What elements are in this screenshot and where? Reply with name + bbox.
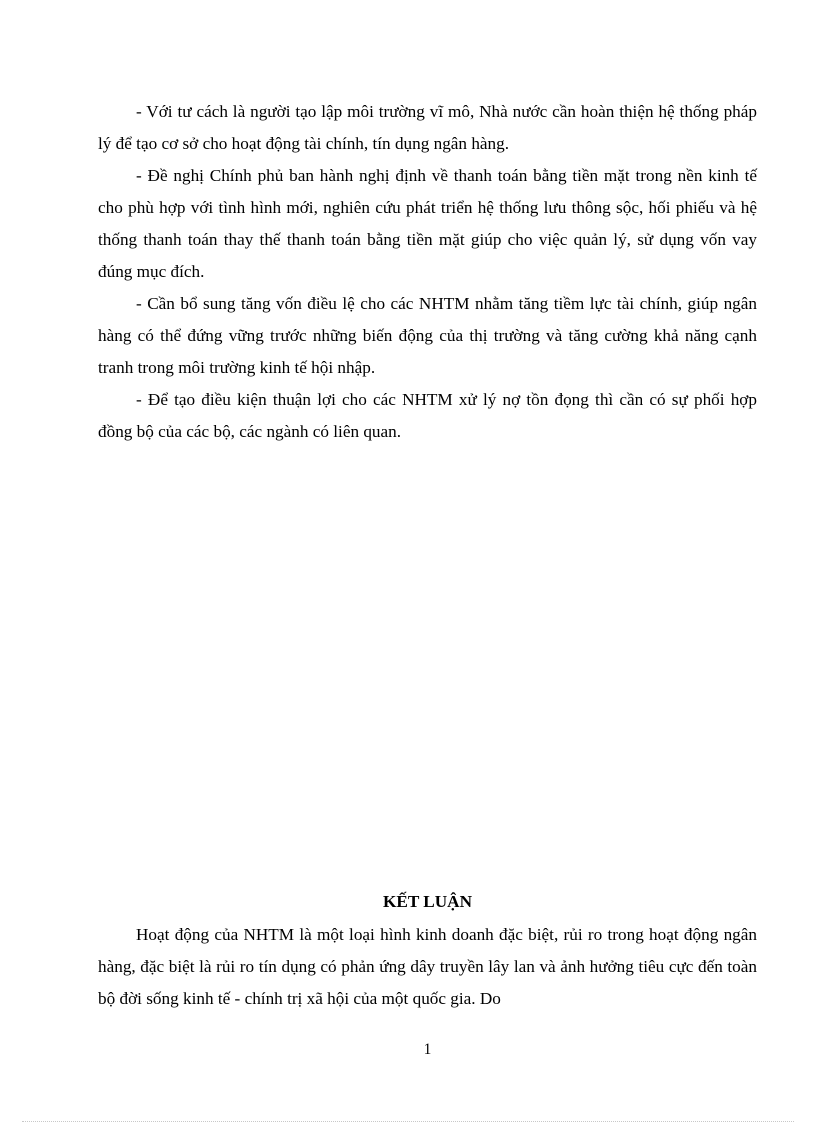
paragraph-bad-debt-coordination: - Để tạo điều kiện thuận lợi cho các NHTM xử lý nợ tồn đọng thì cần có sự phối hợp đồng bộ của các bộ, các ngành có liên quan.	[98, 390, 757, 441]
page-bottom-divider	[22, 1121, 794, 1122]
paragraph-conclusion-intro: Hoạt động của NHTM là một loại hình kinh doanh đặc biệt, rủi ro trong hoạt động ngân hàng, đặc biệt là rủi ro tín dụng có phản ứng dây truyền lây lan và ảnh hưởng tiêu cực đến toàn bộ đời sống kinh tế - chính trị xã hội của một quốc gia. Do	[98, 925, 757, 1008]
paragraph-legal-framework: - Với tư cách là người tạo lập môi trường vĩ mô, Nhà nước cần hoàn thiện hệ thống pháp lý để tạo cơ sở cho hoạt động tài chính, tín dụng ngân hàng.	[98, 102, 757, 153]
recommendations-section	[98, 96, 757, 448]
conclusion-heading: KẾT LUẬN	[383, 892, 472, 911]
paragraph-charter-capital: - Cần bổ sung tăng vốn điều lệ cho các NHTM nhằm tăng tiềm lực tài chính, giúp ngân hàng có thể đứng vững trước những biến động của thị trường và tăng cường khả năng cạnh tranh trong môi trường kinh tế hội nhập.	[98, 294, 757, 377]
paragraph-cash-payment-decree: - Đề nghị Chính phủ ban hành nghị định về thanh toán bằng tiền mặt trong nền kinh tế cho phù hợp với tình hình mới, nghiên cứu phát triển hệ thống lưu thông sộc, hối phiếu và hệ thống thanh toán thay thế thanh toán bằng tiền mặt giúp cho việc quản lý, sử dụng vốn vay đúng mục đích.	[98, 166, 757, 281]
page-number: 1	[423, 1041, 432, 1058]
conclusion-section	[98, 919, 757, 1015]
